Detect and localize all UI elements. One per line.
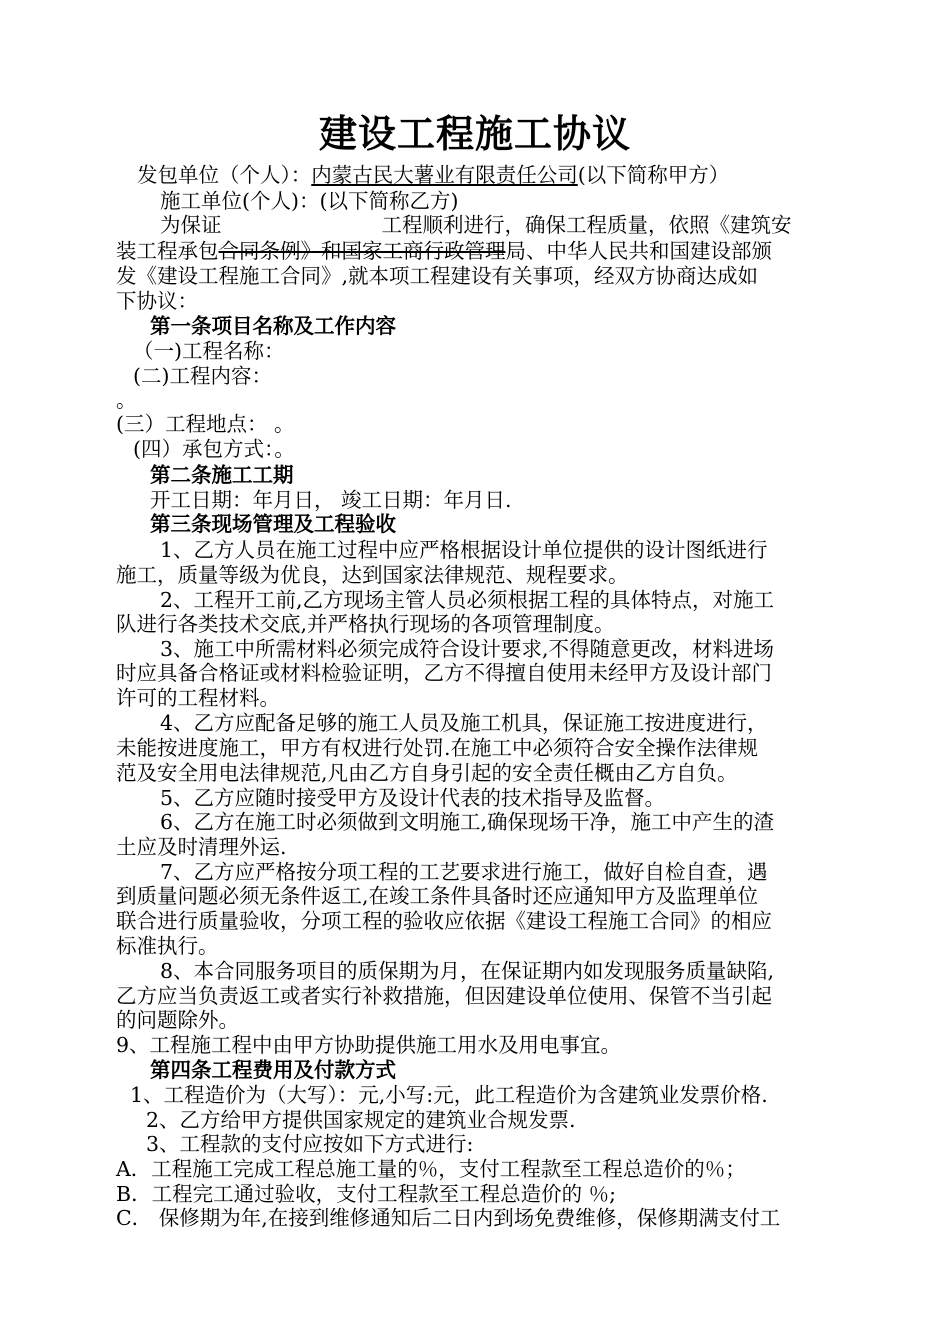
document-title: 建设工程施工协议 — [318, 111, 631, 156]
intro-line-4: 下协议： — [116, 289, 198, 313]
clause-3-2-line-1: 2、工程开工前,乙方现场主管人员必须根据工程的具体特点，对施工 — [160, 588, 775, 612]
clause-3-8-line-2: 乙方应当负责返工或者实行补救措施，但因建设单位使用、保管不当引起 — [116, 984, 772, 1008]
clause-3-8-line-1: 8、本合同服务项目的质保期为月，在保证期内如发现服务质量缺陷, — [160, 959, 775, 983]
intro-line-2 — [116, 238, 772, 264]
clause-3-7-line-2: 到质量问题必须无条件返工,在竣工条件具备时还应通知甲方及监理单位 — [116, 884, 759, 908]
article-3-heading: 第三条现场管理及工程验收 — [150, 512, 396, 536]
clause-3-4-line-1: 4、乙方应配备足够的施工人员及施工机具，保证施工按进度进行， — [160, 711, 768, 735]
schedule-line: 开工日期：年月日， 竣工日期：年月日. — [150, 488, 512, 512]
clause-3-7-line-3: 联合进行质量验收，分项工程的验收应依据《建设工程施工合同》的相应 — [116, 909, 772, 933]
clause-4-3-line: 3、工程款的支付应按如下方式进行: — [146, 1132, 474, 1156]
clause-3-5-line-1: 5、乙方应随时接受甲方及设计代表的技术指导及监督。 — [160, 786, 666, 810]
clause-3-7-line-4: 标准执行。 — [116, 934, 219, 958]
article-1-heading: 第一条项目名称及工作内容 — [150, 314, 396, 338]
party-a-note: (以下简称甲方） — [577, 163, 730, 187]
clause-3-3-line-1: 3、施工中所需材料必须完成符合设计要求,不得随意更改，材料进场 — [160, 637, 775, 661]
party-b-line: 施工单位(个人)：(以下简称乙方) — [160, 189, 459, 213]
intro-segment: 为保证 — [160, 213, 222, 237]
clause-3-8-line-3: 的问题除外。 — [116, 1008, 239, 1032]
article-2-heading: 第二条施工工期 — [150, 463, 294, 487]
intro-segment: 装工程承包 — [116, 239, 219, 263]
party-a-name: 内蒙古民大薯业有限责任公司 — [311, 163, 578, 187]
clause-4-2-line: 2、乙方给甲方提供国家规定的建筑业合规发票. — [146, 1108, 576, 1132]
clause-3-6-line-2: 土应及时清理外运. — [116, 835, 287, 859]
intro-segment: 工程顺利进行，确保工程质量，依照《建筑安 — [381, 213, 792, 237]
contract-method-line: (四）承包方式：。 — [133, 437, 295, 461]
project-location-line: (三）工程地点： 。 — [116, 412, 295, 436]
clause-3-4-line-2: 未能按进度施工，甲方有权进行处罚.在施工中必须符合安全操作法律规 — [116, 736, 759, 760]
party-a-label: 发包单位（个人）： — [137, 163, 312, 187]
clause-3-4-line-3: 范及安全用电法律规范,凡由乙方自身引起的安全责任概由乙方自负。 — [116, 761, 738, 785]
intro-line-1 — [160, 212, 792, 238]
intro-line-3: 发《建设工程施工合同》,就本项工程建设有关事项，经双方协商达成如 — [116, 264, 759, 288]
clause-4-1-line: 1、工程造价为（大写）：元,小写:元，此工程造价为含建筑业发票价格. — [130, 1083, 768, 1107]
intro-segment: 局、中华人民共和国建设部颁 — [505, 239, 772, 263]
payment-item-a: A．工程施工完成工程总施工量的％，支付工程款至工程总造价的％； — [116, 1157, 746, 1181]
clause-3-3-line-2: 时应具备合格证或材料检验证明，乙方不得擅自使用未经甲方及设计部门 — [116, 661, 772, 685]
project-content-line: (二)工程内容： — [133, 364, 272, 388]
clause-3-1-line-1: 1、乙方人员在施工过程中应严格根据设计单位提供的设计图纸进行 — [160, 538, 768, 562]
clause-3-2-line-2: 队进行各类技术交底,并严格执行现场的各项管理制度。 — [116, 612, 615, 636]
payment-item-b: B．工程完工通过验收，支付工程款至工程总造价的 ％; — [116, 1182, 616, 1206]
clause-3-1-line-2: 施工，质量等级为优良，达到国家法律规范、规程要求。 — [116, 563, 629, 587]
project-name-line: （一)工程名称： — [133, 339, 285, 363]
content-continuation: 。 — [116, 388, 137, 412]
clause-3-3-line-3: 许可的工程材料。 — [116, 686, 280, 710]
payment-item-c: C． 保修期为年,在接到维修通知后二日内到场免费维修，保修期满支付工 — [116, 1206, 781, 1230]
clause-3-9-line-1: 9、工程施工程中由甲方协助提供施工用水及用电事宜。 — [116, 1033, 622, 1057]
contractor-party-line — [137, 162, 729, 188]
clause-3-7-line-1: 7、乙方应严格按分项工程的工艺要求进行施工，做好自检自查，遇 — [160, 860, 768, 884]
strikethrough-text: 合同条例》和国家工商行政管理 — [218, 239, 506, 263]
article-4-heading: 第四条工程费用及付款方式 — [150, 1058, 396, 1082]
clause-3-6-line-1: 6、乙方在施工时必须做到文明施工,确保现场干净，施工中产生的渣 — [160, 810, 775, 834]
